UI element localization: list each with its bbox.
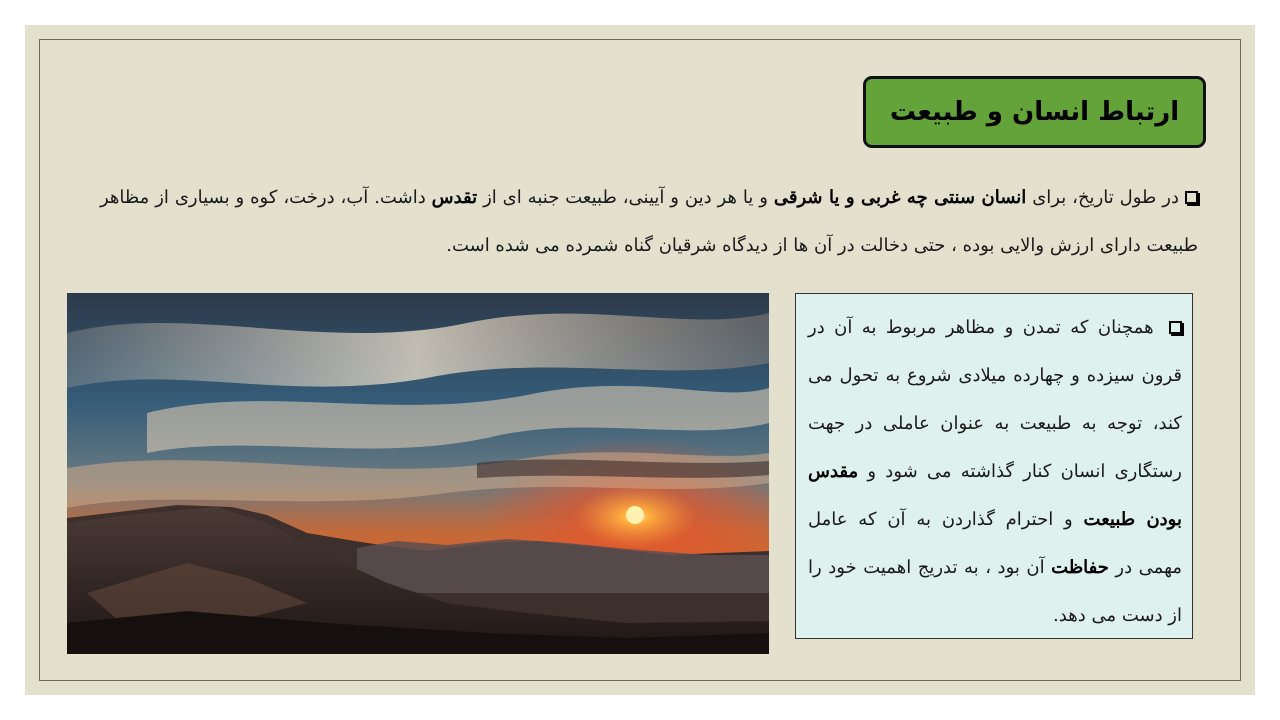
side-bold-1: مقدس بودن طبیعت	[808, 461, 1182, 530]
side-text-box	[795, 293, 1193, 639]
side-bold-2: حفاظت	[1051, 557, 1109, 578]
intro-paragraph	[100, 174, 1198, 270]
slide-title: ارتباط انسان و طبیعت	[889, 97, 1180, 127]
intro-text-3: داشت. آب، درخت، کوه و بسیاری از مظاهر طبیعت دارای ارزش والایی بوده ، حتی دخالت در آن ها از دیدگاه شرقیان گناه شمرده می شده است.	[100, 187, 1198, 256]
side-text-3: آن بود ، به تدریج اهمیت خود را از دست می دهد.	[808, 557, 1182, 626]
side-text-2: و احترام گذاردن به آن که عامل مهمی در	[808, 509, 1183, 578]
checkbox-bullet-icon	[1185, 191, 1198, 204]
sunset-mountain-photo	[67, 293, 769, 654]
checkbox-bullet-icon	[1169, 321, 1182, 334]
intro-text-1: در طول تاریخ، برای	[1026, 187, 1179, 208]
title-box	[863, 76, 1206, 148]
side-text-1: همچنان که تمدن و مظاهر مربوط به آن در قرون سیزده و چهارده میلادی شروع به تحول می کند، توجه به طبیعت به عنوان عاملی در جهت رستگاری انسان کنار گذاشته می شود و	[808, 317, 1182, 482]
intro-bold-2: تقدس	[431, 187, 478, 208]
intro-bold-1: انسان سنتی چه غربی و یا شرقی	[773, 187, 1027, 208]
intro-text-2: و یا هر دین و آیینی، طبیعت جنبه ای از	[477, 187, 774, 208]
